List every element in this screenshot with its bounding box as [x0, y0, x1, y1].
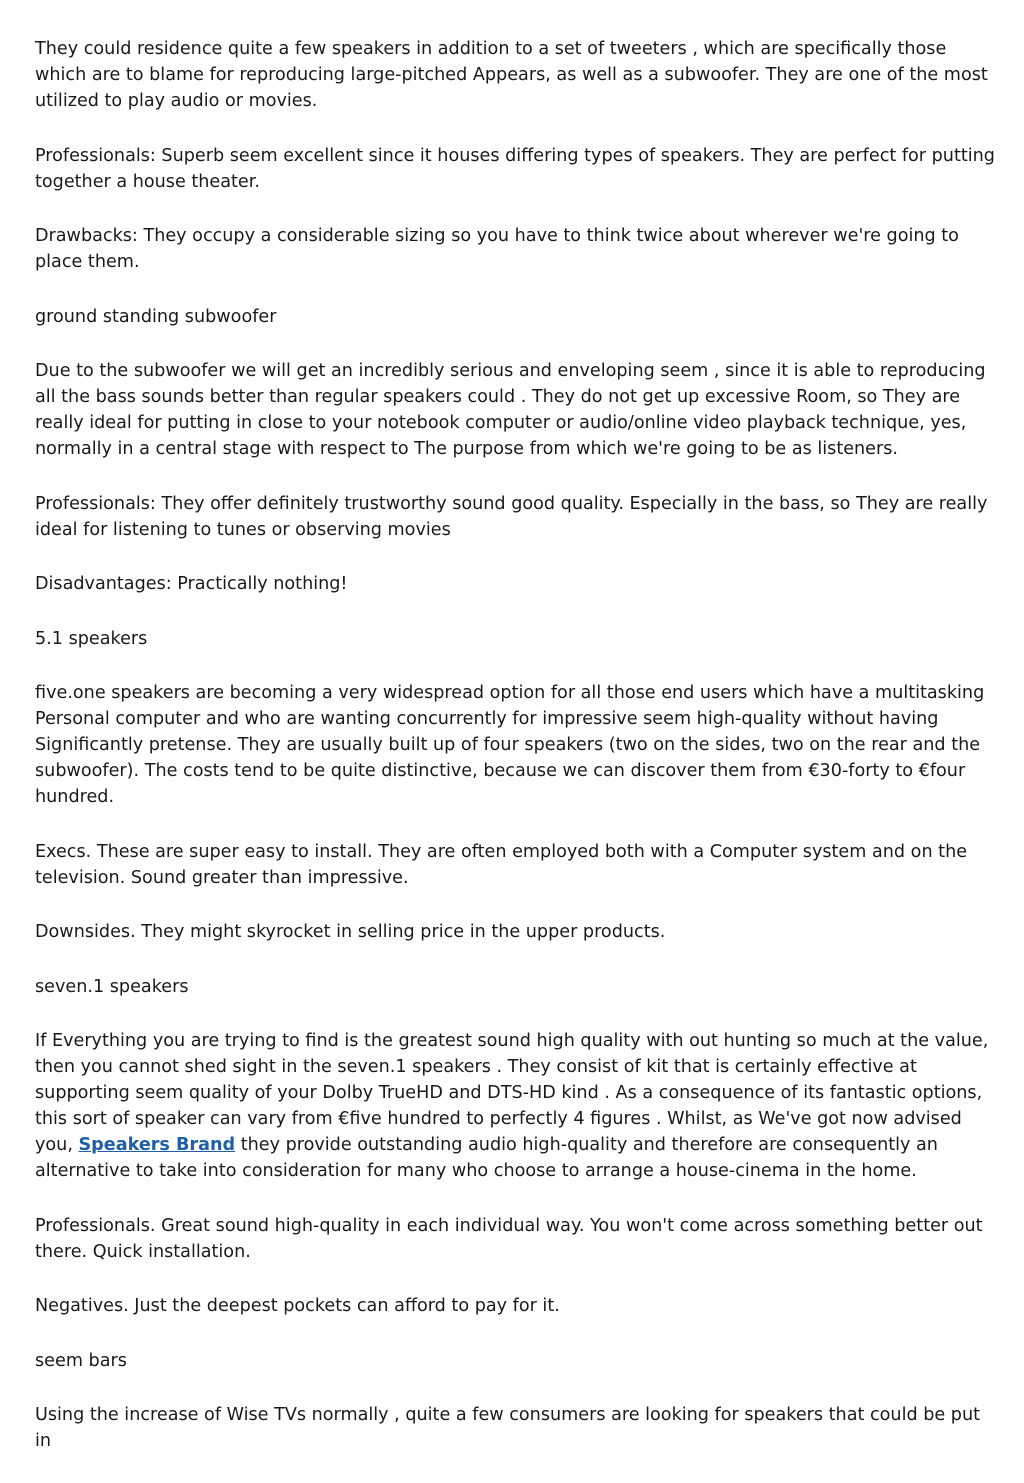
paragraph-text-before-link: If Everything you are trying to find is the greatest sound high quality with out hunting so much at the value, then you cannot shed sight in the seven.1 speakers . They consist of kit that is certainly effective at supporting seem quality of your Dolby TrueHD and DTS-HD kind . As a consequence of its fantastic options, this sort of speaker can vary from €five hundred to perfectly 4 figures . Whilst, as We've got now advised you,	[35, 1031, 989, 1155]
heading-ground-standing-subwoofer: ground standing subwoofer	[35, 306, 277, 327]
paragraph-execs: Execs. These are super easy to install. They are often employed both with a Computer system and on the television. Sound greater than impressive.	[35, 841, 968, 888]
document-body	[35, 36, 995, 1483]
speakers-brand-link[interactable]: Speakers Brand	[78, 1135, 236, 1155]
heading-seven-1-speakers: seven.1 speakers	[35, 976, 189, 997]
heading-5-1-speakers: 5.1 speakers	[35, 628, 148, 649]
paragraph-pros-superb: Professionals: Superb seem excellent since it houses differing types of speakers. They are perfect for putting together a house theater.	[35, 145, 995, 192]
paragraph-negatives: Negatives. Just the deepest pockets can afford to pay for it.	[35, 1296, 560, 1316]
paragraph-downsides: Downsides. They might skyrocket in selling price in the upper products.	[35, 922, 666, 942]
paragraph-pros-trustworthy: Professionals: They offer definitely trustworthy sound good quality. Especially in the bass, so They are really ideal for listening to tunes or observing movies	[35, 493, 988, 540]
paragraph-drawbacks: Drawbacks: They occupy a considerable sizing so you have to think twice about wherever we're going to place them.	[35, 226, 959, 272]
paragraph-text-after-link: they provide outstanding audio high-quality and therefore are consequently an alternative to take into consideration for many who choose to arrange a house-cinema in the home.	[35, 1135, 938, 1181]
paragraph-pros-great-sound: Professionals. Great sound high-quality in each individual way. You won't come across something better out there. Quick installation.	[35, 1215, 983, 1262]
paragraph-five-one: five.one speakers are becoming a very widespread option for all those end users which have a multitasking Personal computer and who are wanting concurrently for impressive seem high-quality without having Significantly pretense. They are usually built up of four speakers (two on the sides, two on the rear and the subwoofer). The costs tend to be quite distinctive, because we can discover them from €30-forty to €four hundred.	[35, 683, 985, 807]
paragraph-disadvantages: Disadvantages: Practically nothing!	[35, 574, 348, 594]
paragraph-seven-one-with-link	[35, 1028, 995, 1184]
heading-seem-bars: seem bars	[35, 1350, 127, 1371]
paragraph-subwoofer: Due to the subwoofer we will get an incredibly serious and enveloping seem , since it is able to reproducing all the bass sounds better than regular speakers could . They do not get up excessive Room, so They are really ideal for putting in close to your notebook computer or audio/online video playback technique, yes, normally in a central stage with respect to The purpose from which we're going to be as listeners.	[35, 361, 986, 459]
paragraph-wise-tvs: Using the increase of Wise TVs normally , quite a few consumers are looking for speakers that could be put in	[35, 1405, 981, 1451]
paragraph-tweeters: They could residence quite a few speakers in addition to a set of tweeters , which are specifically those which are to blame for reproducing large-pitched Appears, as well as a subwoofer. They are one of the most utilized to play audio or movies.	[35, 39, 988, 111]
